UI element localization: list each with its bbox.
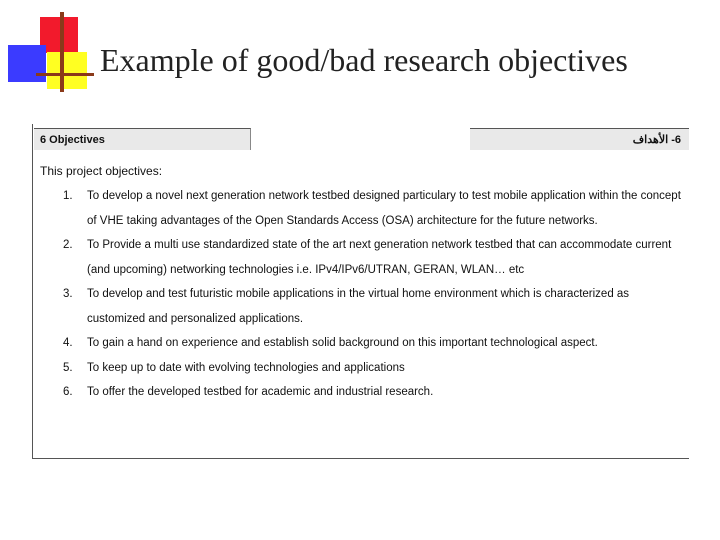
- item-number: 5.: [63, 361, 73, 374]
- list-item: [63, 356, 683, 381]
- list-item: [63, 380, 683, 405]
- decor-blue-square: [8, 45, 46, 82]
- decor-yellow-square: [47, 52, 87, 89]
- item-text: To keep up to date with evolving technologies and applications: [87, 361, 405, 374]
- slide-title: Example of good/bad research objectives: [100, 42, 628, 78]
- item-text: To offer the developed testbed for academic and industrial research.: [87, 386, 434, 398]
- item-number: 1.: [63, 190, 73, 202]
- list-item: [63, 233, 683, 282]
- document-excerpt: [32, 124, 689, 459]
- item-text: To develop and test futuristic mobile applications in the virtual home environment which is characterized as customized and personalized applications.: [87, 288, 630, 325]
- item-number: 2.: [63, 239, 73, 251]
- item-text: To gain a hand on experience and establish solid background on this important technological aspect.: [87, 337, 598, 349]
- decor-horizontal-line: [36, 73, 94, 76]
- list-item: [63, 184, 683, 233]
- objectives-intro: This project objectives:: [40, 164, 163, 178]
- objectives-list: [63, 184, 683, 405]
- list-item: [63, 331, 683, 356]
- item-number: 3.: [63, 288, 73, 300]
- item-text: To develop a novel next generation network testbed designed particulary to test mobile application within the concept of VHE taking advantages of the Open Standards Access (OSA) architecture for the future networks.: [87, 190, 681, 227]
- item-number: 4.: [63, 337, 73, 349]
- section-heading-english: 6 Objectives: [34, 128, 251, 150]
- item-text: To Provide a multi use standardized state of the art next generation network testbed that can accommodate current (and upcoming) networking technologies i.e. IPv4/IPv6/UTRAN, GERAN, WLAN… etc: [87, 239, 672, 276]
- decor-vertical-line: [60, 12, 64, 92]
- item-number: 6.: [63, 386, 73, 398]
- list-item: [63, 282, 683, 331]
- section-heading-arabic: 6- الأهداف: [470, 128, 689, 150]
